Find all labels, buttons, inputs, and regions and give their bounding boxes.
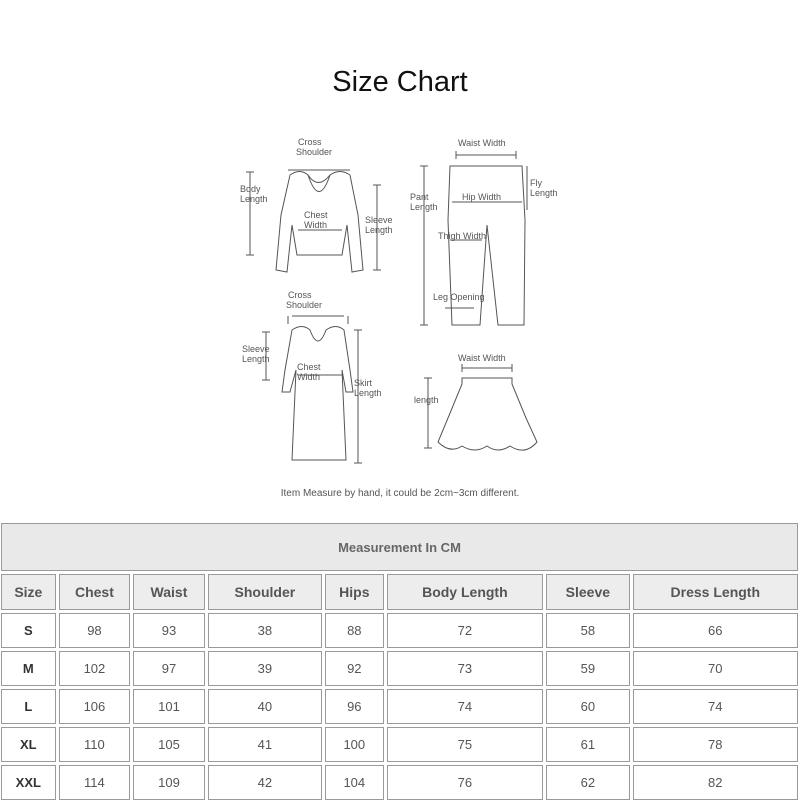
sleeve-cell: 58: [546, 613, 629, 648]
waist-cell: 105: [133, 727, 205, 762]
chest-cell: 106: [59, 689, 131, 724]
svg-text:Length: Length: [240, 194, 268, 204]
table-row: [1, 765, 798, 800]
label-thigh-width: Thigh Width: [438, 231, 487, 241]
label-dress-sleeve-length: Sleeve: [242, 344, 270, 354]
header-body-length: Body Length: [387, 574, 543, 610]
dress-illustration: [262, 316, 362, 463]
label-cross-shoulder: Cross: [298, 137, 322, 147]
label-pant-length: Pant: [410, 192, 429, 202]
body-length-cell: 76: [387, 765, 543, 800]
sleeve-cell: 62: [546, 765, 629, 800]
shoulder-cell: 39: [208, 651, 322, 686]
garment-illustrations: [230, 130, 570, 480]
dress-length-cell: 66: [633, 613, 798, 648]
label-dress-chest-width: Chest: [297, 362, 321, 372]
dress-length-cell: 70: [633, 651, 798, 686]
header-hips: Hips: [325, 574, 384, 610]
svg-text:Length: Length: [530, 188, 558, 198]
label-fly-length: Fly: [530, 178, 542, 188]
svg-text:Length: Length: [354, 388, 382, 398]
hips-cell: 104: [325, 765, 384, 800]
size-cell: XXL: [1, 765, 56, 800]
size-table-container: [0, 520, 800, 800]
svg-text:Length: Length: [242, 354, 270, 364]
header-dress-length: Dress Length: [633, 574, 798, 610]
body-length-cell: 75: [387, 727, 543, 762]
sleeve-cell: 59: [546, 651, 629, 686]
chest-cell: 114: [59, 765, 131, 800]
label-chest-width: Chest: [304, 210, 328, 220]
hips-cell: 100: [325, 727, 384, 762]
dress-length-cell: 82: [633, 765, 798, 800]
waist-cell: 109: [133, 765, 205, 800]
shoulder-cell: 40: [208, 689, 322, 724]
shoulder-cell: 38: [208, 613, 322, 648]
label-skirt-only-length: length: [414, 395, 439, 405]
size-cell: XL: [1, 727, 56, 762]
header-chest: Chest: [59, 574, 131, 610]
waist-cell: 101: [133, 689, 205, 724]
header-sleeve: Sleeve: [546, 574, 629, 610]
skirt-illustration: [424, 364, 537, 450]
chest-cell: 102: [59, 651, 131, 686]
hips-cell: 96: [325, 689, 384, 724]
body-length-cell: 74: [387, 689, 543, 724]
header-shoulder: Shoulder: [208, 574, 322, 610]
size-cell: S: [1, 613, 56, 648]
waist-cell: 97: [133, 651, 205, 686]
label-sleeve-length: Sleeve: [365, 215, 393, 225]
label-waist-width: Waist Width: [458, 138, 506, 148]
shoulder-cell: 41: [208, 727, 322, 762]
table-header-row: [1, 574, 798, 610]
table-row: [1, 613, 798, 648]
svg-text:Width: Width: [304, 220, 328, 230]
header-waist: Waist: [133, 574, 205, 610]
header-size: Size: [1, 574, 56, 610]
label-skirt-waist-width: Waist Width: [458, 353, 506, 363]
hips-cell: 92: [325, 651, 384, 686]
dress-length-cell: 74: [633, 689, 798, 724]
svg-text:Length: Length: [410, 202, 438, 212]
waist-cell: 93: [133, 613, 205, 648]
svg-text:Shoulder: Shoulder: [296, 147, 333, 157]
label-body-length: Body: [240, 184, 261, 194]
body-length-cell: 73: [387, 651, 543, 686]
svg-text:Width: Width: [297, 372, 321, 382]
label-hip-width: Hip Width: [462, 192, 502, 202]
label-skirt-length: Skirt: [354, 378, 372, 388]
svg-text:Length: Length: [365, 225, 393, 235]
table-row: [1, 689, 798, 724]
shoulder-cell: 42: [208, 765, 322, 800]
table-row: [1, 727, 798, 762]
size-table: [0, 520, 800, 803]
size-cell: M: [1, 651, 56, 686]
table-row: [1, 651, 798, 686]
hips-cell: 88: [325, 613, 384, 648]
svg-text:Shoulder: Shoulder: [286, 300, 323, 310]
page-title: Size Chart: [332, 66, 468, 98]
label-leg-opening: Leg Opening: [433, 292, 485, 302]
sleeve-cell: 61: [546, 727, 629, 762]
body-length-cell: 72: [387, 613, 543, 648]
sleeve-cell: 60: [546, 689, 629, 724]
table-caption: Measurement In CM: [1, 523, 798, 571]
chest-cell: 110: [59, 727, 131, 762]
size-cell: L: [1, 689, 56, 724]
chest-cell: 98: [59, 613, 131, 648]
label-dress-cross-shoulder: Cross: [288, 290, 312, 300]
measurement-diagram: [230, 130, 570, 480]
measurement-note: Item Measure by hand, it could be 2cm~3cm different.: [280, 488, 520, 499]
dress-length-cell: 78: [633, 727, 798, 762]
